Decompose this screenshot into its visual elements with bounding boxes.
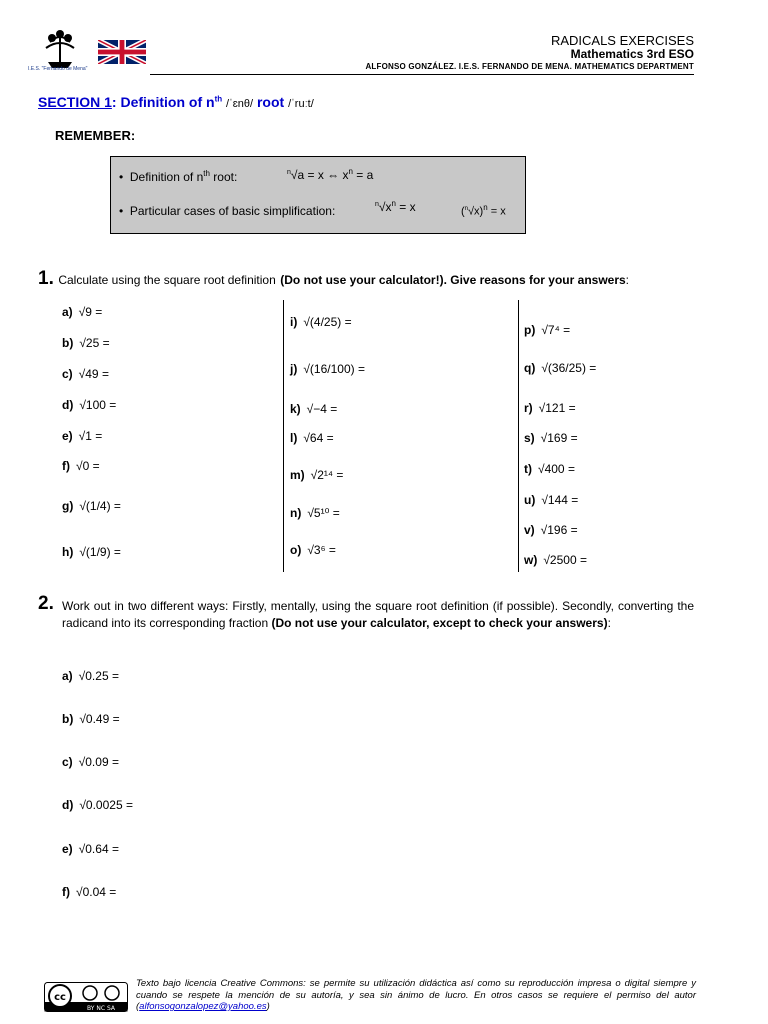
q1-item: [524, 323, 570, 337]
section-root-word: root: [256, 94, 285, 110]
q1-number: 1.: [38, 268, 54, 289]
q1-item-expr: √49 =: [78, 367, 109, 381]
section-title: SECTION 1: Definition of $n^{th}$ /ˈɛnθ/ root /ˈruːt/: [38, 94, 314, 110]
bullet2-text: Particular cases of basic simplification:: [129, 204, 336, 218]
q2-item-label: d): [62, 798, 74, 812]
q1-item-label: d): [62, 398, 74, 412]
formula-simplification-2: $(^n√x)^n = x$: [461, 203, 506, 218]
q1-item-expr: √−4 =: [306, 402, 338, 416]
q1-item: [524, 523, 578, 537]
bullet1-sup: th: [203, 169, 210, 178]
q1-item-expr: √196 =: [540, 523, 578, 537]
q1-item: [290, 315, 352, 329]
section-heading: Definition of n: [120, 94, 215, 110]
cc-labels: BY NC SA: [87, 1005, 115, 1012]
q2-item-label: a): [62, 669, 73, 683]
q1-item-expr: √169 =: [540, 431, 578, 445]
q1-item: [524, 553, 587, 567]
q1-item: [290, 506, 340, 520]
q1-item-expr: √400 =: [538, 462, 575, 476]
q1-item-expr: √25 =: [79, 336, 110, 350]
q2-item: [62, 755, 119, 769]
q1-tail: :: [625, 273, 630, 287]
doc-subtitle: Mathematics 3rd ESO: [570, 47, 694, 61]
q1-item: [290, 468, 343, 482]
q2-item: [62, 669, 119, 683]
q1-item-label: f): [62, 459, 70, 473]
q1-item-expr: √(1/9) =: [79, 545, 121, 559]
q1-item-label: u): [524, 493, 536, 507]
q1-item: [62, 367, 109, 381]
q1-item-expr: √121 =: [538, 401, 576, 415]
q1-item-label: m): [290, 468, 305, 482]
license-text: [136, 978, 696, 1013]
q1-item-label: p): [524, 323, 536, 337]
q1-item: [290, 431, 334, 445]
section-sup: th: [214, 94, 223, 104]
formula-definition: $^n$√a = x ⇔ $x^n = a$: [287, 167, 374, 182]
q2-item-expr: √0.04 =: [76, 885, 117, 899]
q1-item-label: n): [290, 506, 302, 520]
q1-item: [524, 401, 576, 415]
q2-item-label: f): [62, 885, 70, 899]
bullet1-tail: root:: [209, 170, 238, 184]
uk-flag-icon: [98, 40, 146, 64]
q1-item-label: c): [62, 367, 73, 381]
q1-item: [524, 361, 596, 375]
doc-department: ALFONSO GONZÁLEZ. I.E.S. FERNANDO DE MENA. MATHEMATICS DEPARTMENT: [365, 62, 694, 71]
q1-item: [62, 305, 102, 319]
q2-number: 2.: [38, 593, 54, 614]
q1-item-label: g): [62, 499, 74, 513]
creative-commons-icon: [44, 982, 128, 1012]
q2-item-label: c): [62, 755, 73, 769]
q1-item-expr: √1 =: [78, 429, 103, 443]
q2-item: [62, 842, 119, 856]
author-email-link[interactable]: alfonsogonzalopez@yahoo.es: [139, 1001, 267, 1012]
remember-box: [110, 156, 526, 234]
q1-item: [62, 499, 121, 513]
q1-item-expr: √2¹⁴ =: [310, 468, 344, 482]
q1-item-expr: √64 =: [303, 431, 334, 445]
q1-item-expr: √7⁴ =: [541, 323, 571, 337]
q1-item-label: q): [524, 361, 536, 375]
q1-item: [62, 336, 110, 350]
q1-item-label: s): [524, 431, 535, 445]
q1-item: [290, 543, 336, 557]
q1-item: [524, 462, 575, 476]
column-divider-1: [283, 300, 284, 572]
q1-item-expr: √0 =: [76, 459, 100, 473]
q1-item: [62, 459, 100, 473]
q2-item-label: e): [62, 842, 73, 856]
logo-text: I.E.S. "Fernando de Mena": [28, 66, 88, 72]
q1-text: Calculate using the square root definition: [58, 273, 276, 287]
q1-item-label: b): [62, 336, 74, 350]
q2-tail: :: [607, 616, 611, 630]
q2-item-label: b): [62, 712, 74, 726]
q1-item-label: l): [290, 431, 298, 445]
q1-item: [524, 493, 578, 507]
bullet1-text: Definition of n: [129, 170, 204, 184]
q1-item-label: e): [62, 429, 73, 443]
q1-item: [62, 429, 102, 443]
q1-item-label: r): [524, 401, 533, 415]
q1-item-label: j): [290, 362, 298, 376]
q1-item-expr: √9 =: [78, 305, 103, 319]
q1-item-expr: √3⁶ =: [307, 543, 336, 557]
q1-item: [524, 431, 578, 445]
q1-item-expr: √(16/100) =: [303, 362, 365, 376]
q2-item-expr: √0.64 =: [78, 842, 119, 856]
q2-item-expr: √0.0025 =: [79, 798, 133, 812]
q1-item-expr: √144 =: [541, 493, 579, 507]
q2-item: [62, 798, 133, 812]
column-divider-2: [518, 300, 519, 572]
q1-item-label: a): [62, 305, 73, 319]
pronunciation-nth: /ˈɛnθ/: [226, 98, 254, 110]
q1-item: [62, 545, 121, 559]
q1-item-expr: √(1/4) =: [79, 499, 121, 513]
remember-label: REMEMBER:: [55, 128, 136, 143]
q2-bold: (Do not use your calculator, except to check your answers): [271, 616, 608, 630]
q2-item-expr: √0.25 =: [78, 669, 119, 683]
q1-bold: (Do not use your calculator!). Give reasons for your answers: [280, 273, 626, 287]
doc-title: RADICALS EXERCISES: [550, 33, 694, 48]
q1-item: [62, 398, 116, 412]
q1-item-label: o): [290, 543, 302, 557]
q1-item-expr: √100 =: [79, 398, 117, 412]
formula-simplification-1: $^n√x^n = x$: [375, 199, 416, 214]
q2-item-expr: √0.49 =: [79, 712, 120, 726]
q1-item: [290, 402, 337, 416]
q1-item-expr: √5¹⁰ =: [307, 506, 340, 520]
q1-item-expr: √(4/25) =: [303, 315, 352, 329]
q2-item: [62, 885, 116, 899]
q1-item-label: h): [62, 545, 74, 559]
q1-item-expr: √2500 =: [543, 553, 587, 567]
section-label: SECTION 1: [38, 94, 112, 110]
q1-item-label: i): [290, 315, 298, 329]
q1-item-label: k): [290, 402, 301, 416]
q1-item: [290, 362, 365, 376]
q2-item: [62, 712, 120, 726]
q1-item-expr: √(36/25) =: [541, 361, 597, 375]
q1-item-label: t): [524, 462, 532, 476]
school-logo: [32, 28, 88, 82]
q2-text: Work out in two different ways: Firstly, mentally, using the square root definition (if possible). Secondly, converting the radicand into its corresponding fraction: [62, 599, 694, 630]
svg-text:cc: cc: [54, 992, 66, 1003]
q2-item-expr: √0.09 =: [78, 755, 119, 769]
header-rule: [150, 74, 694, 75]
q1-item-label: w): [524, 553, 538, 567]
bullet-definition: • Definition of $n^{th}$ root:: [119, 169, 238, 184]
q1-item-label: v): [524, 523, 535, 537]
license-end: ): [266, 1001, 270, 1012]
pronunciation-root: /ˈruːt/: [288, 98, 314, 110]
question-2: [38, 593, 694, 632]
bullet-simplification: • Particular cases of basic simplification:: [119, 204, 336, 218]
license-body: Texto bajo licencia Creative Commons: se permite su utilización didáctica así como su reproducción impresa o digital siempre y cuando se respete la mención de su autoría, y sea sin ánimo de lucro. En otros casos se requiere el permiso del autor (: [136, 978, 696, 1012]
question-1: [38, 268, 629, 290]
